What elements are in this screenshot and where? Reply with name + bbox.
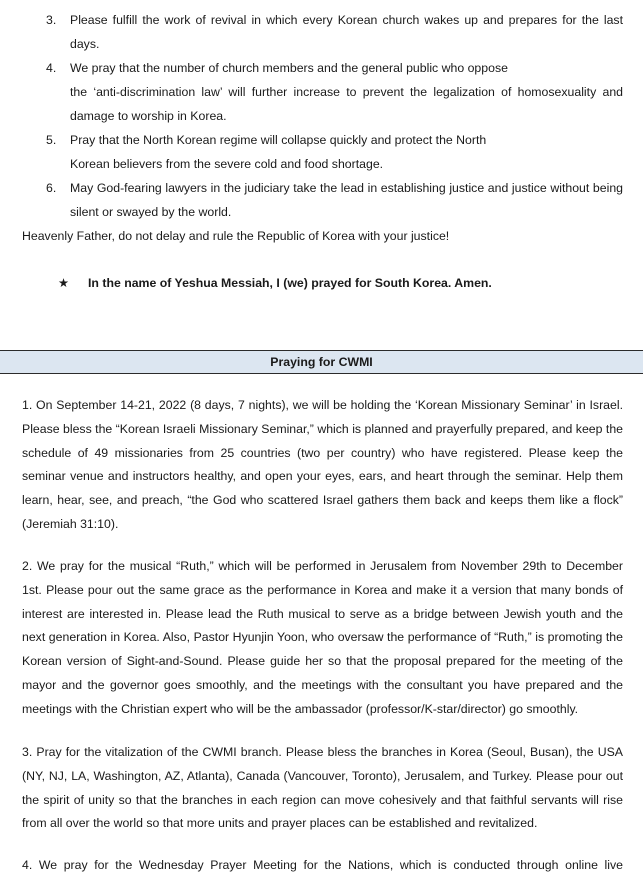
list-text: Korean believers from the severe cold and food shortage. xyxy=(70,157,384,171)
list-item xyxy=(0,56,643,128)
star-icon: ★ xyxy=(58,276,70,290)
paragraph: 4. We pray for the Wednesday Prayer Meeting for the Nations, which is conducted through online live xyxy=(22,858,623,872)
list-item xyxy=(0,8,643,56)
prayer-list xyxy=(0,8,643,224)
section-title: Praying for CWMI xyxy=(0,350,643,374)
list-text: May God-fearing lawyers in the judiciary take the lead in establishing justice and justice without being xyxy=(70,181,623,195)
amen-line xyxy=(58,271,492,295)
list-item xyxy=(0,128,643,176)
list-text: Pray that the North Korean regime will collapse quickly and protect the North xyxy=(70,133,487,147)
list-text: We pray that the number of church members and the general public who oppose xyxy=(70,61,508,75)
list-text: Please fulfill the work of revival in which every Korean church wakes up and prepares for the last days. xyxy=(70,13,623,51)
list-text: the ‘anti-discrimination law’ will further increase to prevent the legalization of homosexuality and xyxy=(70,85,623,99)
paragraph: 3. Pray for the vitalization of the CWMI branch. Please bless the branches in Korea (Seoul, Busan), the USA (NY, NJ, LA, Washington, AZ, Atlanta), Canada (Vancouver, Toronto), Jerusalem, and Turkey. Please pour out the spirit of unity so that the branches in each region can move cohesively and that faithful servants will rise from all over the world so that more units and prayer places can be established and revitalized. xyxy=(22,745,623,831)
list-number: 3. xyxy=(46,13,57,27)
amen-text: In the name of Yeshua Messiah, I (we) prayed for South Korea. Amen. xyxy=(88,276,492,290)
list-text: damage to worship in Korea. xyxy=(70,109,227,123)
paragraph: 1. On September 14-21, 2022 (8 days, 7 nights), we will be holding the ‘Korean Missionary Seminar’ in Israel. Please bless the “Korean Israeli Missionary Seminar,” which is planned and prayerfully prepared, and keep the schedule of 49 missionaries from 25 countries (two per country) who have registered. Please keep the seminar venue and instructors healthy, and open your eyes, ears, and heart through the seminar. Help them learn, hear, see, and preach, “the God who scattered Israel gathers them back and keeps them like a flock” (Jeremiah 31:10). xyxy=(22,398,623,531)
list-text: silent or swayed by the world. xyxy=(70,205,232,219)
list-item xyxy=(0,176,643,224)
list-number: 5. xyxy=(46,133,57,147)
list-number: 6. xyxy=(46,181,57,195)
closing-line: Heavenly Father, do not delay and rule the Republic of Korea with your justice! xyxy=(22,229,450,243)
paragraph: 2. We pray for the musical “Ruth,” which will be performed in Jerusalem from November 29th to December 1st. Please pour out the same grace as the performance in Korea and make it a version that many bonds of interest are interested in. Please lead the Ruth musical to serve as a bridge between Jewish youth and the next generation in Korea. Also, Pastor Hyunjin Yoon, who oversaw the performance of “Ruth,” is promoting the Korean version of Sight-and-Sound. Please guide her so that the proposal prepared for the meeting of the mayor and the governor goes smoothly, and the meetings with the consultant you have prepared and the meetings with the Christian expert who will be the ambassador (professor/K-star/director) go smoothly. xyxy=(22,559,623,716)
list-number: 4. xyxy=(46,61,57,75)
